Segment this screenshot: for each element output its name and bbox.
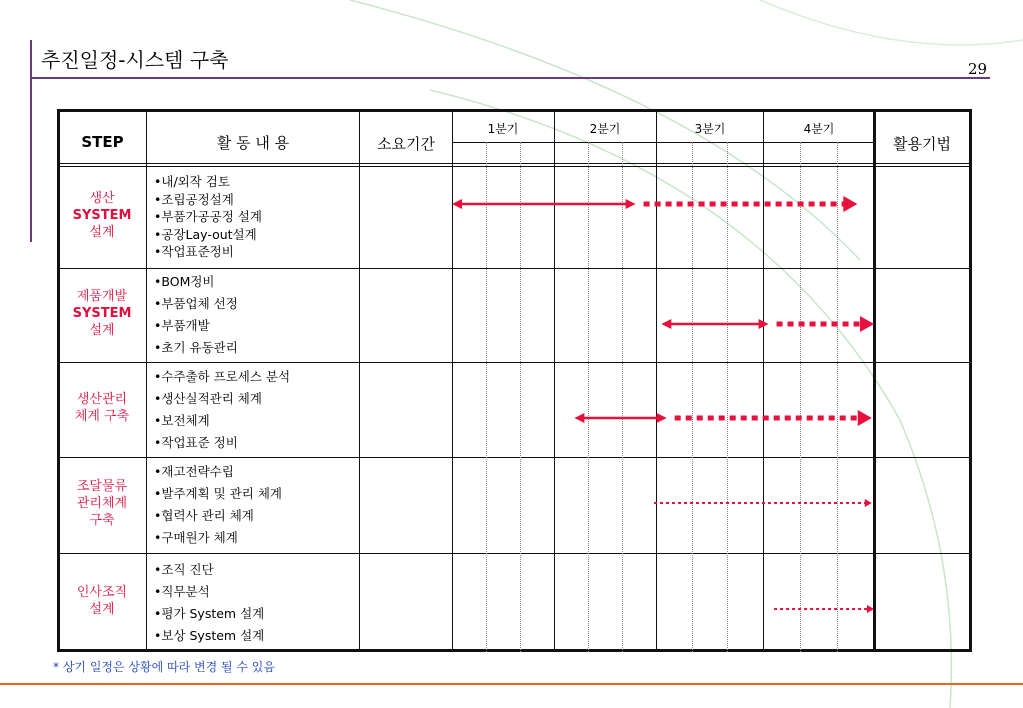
activity-item: •작업표준정비	[154, 244, 234, 260]
row-divider	[57, 268, 972, 269]
header-divider	[57, 166, 972, 167]
header-quarter-1: 1분기	[487, 122, 519, 136]
activity-item: •직무분석	[154, 583, 210, 599]
step-label	[58, 391, 146, 425]
step-label-line: 인사조직	[76, 584, 128, 600]
activity-item: •수주출하 프로세스 분석	[154, 368, 291, 384]
step-label-line: 제품개발	[76, 288, 128, 304]
month-gridline	[622, 142, 623, 652]
activity-list	[154, 366, 290, 454]
step-label	[58, 584, 146, 618]
month-gridline	[520, 142, 521, 652]
quarter-divider	[763, 109, 764, 652]
step-label-line: 조달물류	[76, 478, 128, 494]
step-label-line: 생산	[89, 190, 115, 206]
activity-item: •보전체계	[154, 412, 210, 428]
activity-list	[154, 461, 282, 549]
title-underline	[30, 77, 990, 79]
activity-item: •조립공정설계	[154, 191, 234, 207]
activity-item: •부품업체 선정	[154, 296, 238, 311]
activity-item: •조직 진단	[154, 561, 214, 577]
step-label-line: 체계 구축	[74, 408, 130, 424]
page-title: 추진일정-시스템 구축	[41, 48, 229, 72]
header-quarter-2: 2분기	[589, 122, 621, 136]
activity-item: •협력사 관리 체계	[154, 508, 254, 523]
step-label-line: 생산관리	[76, 391, 128, 407]
page-number: 29	[968, 60, 988, 78]
title-accent-vertical	[30, 40, 32, 242]
footnote: * 상기 일정은 상황에 따라 변경 될 수 있음	[53, 660, 275, 674]
column-divider	[452, 109, 453, 652]
header-activity: 활 동 내 용	[216, 134, 290, 152]
row-divider	[57, 553, 972, 554]
month-gridline	[588, 142, 589, 652]
step-label-line: 설계	[89, 601, 115, 617]
activity-list	[154, 559, 264, 647]
month-gridline	[800, 142, 801, 652]
activity-item: •BOM정비	[154, 274, 215, 289]
activity-item: •공장Lay-out설계	[154, 226, 257, 242]
activity-item: •발주계획 및 관리 체계	[154, 486, 282, 501]
activity-item: •부품개발	[154, 318, 210, 333]
header-quarter-4: 4분기	[803, 122, 835, 136]
activity-item: •재고전략수립	[154, 464, 234, 479]
header-method: 활용기법	[893, 135, 951, 153]
quarter-divider	[656, 109, 657, 652]
header-step: STEP	[81, 133, 124, 151]
step-label-line: 설계	[89, 224, 115, 240]
activity-item: •생산실적관리 체계	[154, 390, 262, 406]
month-gridline	[727, 142, 728, 652]
step-label	[58, 288, 146, 339]
quarter-divider	[554, 109, 555, 652]
row-divider	[57, 362, 972, 363]
step-label	[58, 190, 146, 241]
header-quarter-3: 3분기	[694, 122, 726, 136]
step-label-line: 관리체계	[76, 495, 128, 511]
column-divider	[146, 109, 147, 652]
header-divider	[57, 163, 972, 164]
quarter-header-split	[452, 142, 874, 143]
column-divider	[873, 109, 876, 652]
row-divider	[57, 457, 972, 458]
footer-line	[0, 683, 1023, 685]
step-label-line: 구축	[89, 512, 115, 528]
step-label-line: 설계	[89, 322, 115, 338]
month-gridline	[692, 142, 693, 652]
step-label-line: SYSTEM	[72, 207, 132, 223]
month-gridline	[837, 142, 838, 652]
activity-item: •평가 System 설계	[154, 605, 265, 621]
step-label-line: SYSTEM	[72, 305, 132, 321]
activity-item: •구매원가 체계	[154, 530, 238, 545]
activity-list	[154, 173, 262, 261]
activity-item: •보상 System 설계	[154, 627, 265, 643]
activity-item: •작업표준 정비	[154, 434, 238, 450]
step-label	[58, 478, 146, 529]
month-gridline	[486, 142, 487, 652]
activity-list	[154, 271, 238, 359]
header-duration: 소요기간	[377, 135, 435, 153]
activity-item: •내/외작 검토	[154, 174, 230, 190]
activity-item: •초기 유동관리	[154, 340, 238, 355]
activity-item: •부품가공공정 설계	[154, 209, 262, 225]
column-divider	[359, 109, 360, 652]
